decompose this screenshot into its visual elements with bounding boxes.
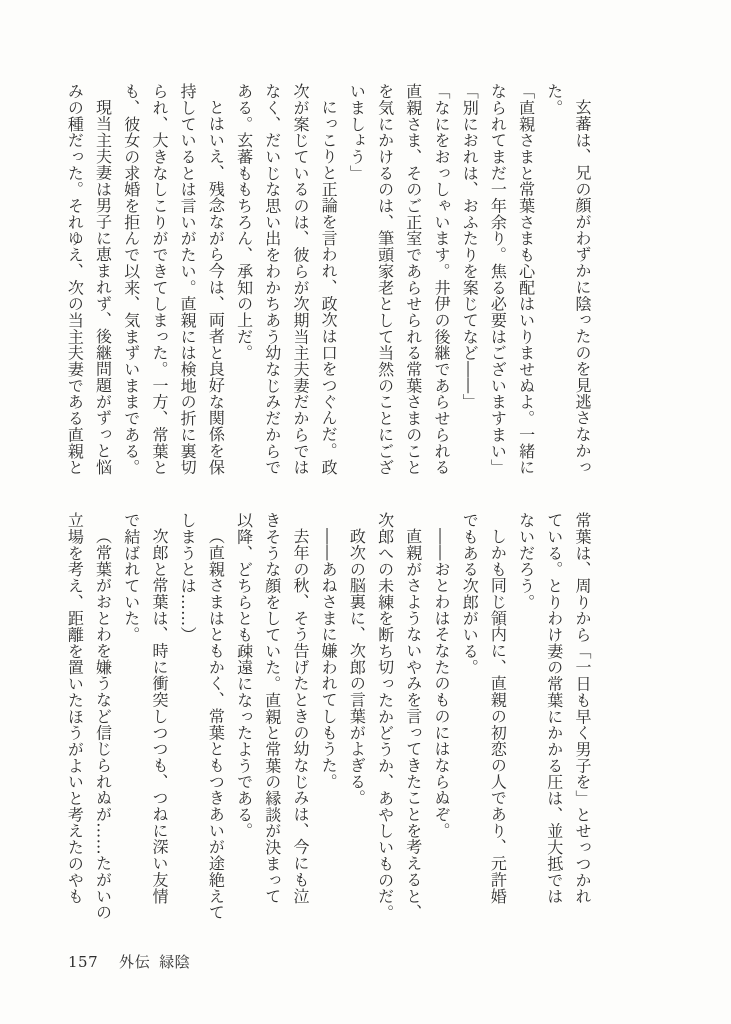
section-label: 外伝 xyxy=(119,953,151,971)
text-line: なく、だいじな思い出をわかちあう幼なじみだからで xyxy=(262,83,282,476)
text-line: きそうな顔をしていた。直親と常葉の縁談が決まって xyxy=(262,512,282,905)
text-line: た。 xyxy=(544,83,564,116)
text-line: ないだろう。 xyxy=(516,512,536,611)
text-line: しまうとは……） xyxy=(178,512,198,643)
text-line: 立場を考え、距離を置いたほうがよいと考えたのやも xyxy=(65,512,85,905)
text-block-top xyxy=(60,83,596,475)
text-line: みの種だった。それゆえ、次の当主夫妻である直親と xyxy=(65,83,85,476)
text-line: 次が案じているのは、彼らが次期当主夫妻だからでは xyxy=(290,83,310,476)
text-line: 去年の秋、そう告げたときの幼なじみは、今にも泣 xyxy=(290,528,310,905)
text-line: られ、大きなしこりができてしまった。一方、常葉と xyxy=(149,83,169,476)
text-line: 現当主夫妻は男子に恵まれず、後継問題がずっと悩 xyxy=(93,99,113,476)
text-line: （常葉がおとわを嫌うなど信じられぬが……たがいの xyxy=(93,528,113,921)
section-title: 緑陰 xyxy=(159,953,191,971)
page-number: 157 xyxy=(68,953,99,971)
text-line: なられてまだ一年余り。焦る必要はございますまい」 xyxy=(488,83,508,476)
text-line: でもある次郎がいる。 xyxy=(460,512,480,676)
text-line: 直親さま、そのご正室であらせられる常葉さまのこと xyxy=(403,83,423,476)
text-line: ――おとわはそなたのものにはならぬぞ。 xyxy=(431,528,451,840)
text-line: 以降、どちらとも疎遠になったようである。 xyxy=(234,512,254,839)
text-line: （直親さまはともかく、常葉ともつきあいが途絶えて xyxy=(206,528,226,921)
text-line: 直親がさようないやみを言ってきたことを考えると、 xyxy=(403,528,423,921)
text-line: を気にかけるのは、筆頭家老として当然のことにござ xyxy=(375,83,395,476)
page-footer xyxy=(68,951,190,972)
text-line: ている。とりわけ妻の常葉にかかる圧は、並大抵では xyxy=(544,512,564,905)
text-line: 玄蕃は、兄の顔がわずかに陰ったのを見逃さなかっ xyxy=(573,99,592,476)
text-line: 「別におれは、おふたりを案じてなど――」 xyxy=(460,83,480,410)
text-line: とはいえ、残念ながら今は、両者と良好な関係を保 xyxy=(206,99,226,476)
text-line: しかも同じ領内に、直親の初恋の人であり、元許婚 xyxy=(488,528,508,905)
text-line: 次郎への未練を断ち切ったかどうか、あやしいものだ。 xyxy=(375,512,395,921)
text-line: ある。玄蕃ももちろん、承知の上だ。 xyxy=(234,83,254,361)
text-line: 「なにをおっしゃいます。井伊の後継であらせられる xyxy=(431,83,451,476)
text-line: にっこりと正論を言われ、政次は口をつぐんだ。政 xyxy=(319,99,339,476)
text-line: いましょう」 xyxy=(347,83,367,182)
text-line: ――あねさまに嫌われてしもうた。 xyxy=(319,528,339,790)
text-line: 持しているとは言いがたい。直親には検地の折に裏切 xyxy=(178,83,198,476)
text-line: 政次の脳裏に、次郎の言葉がよぎる。 xyxy=(347,528,367,807)
text-line: も、彼女の求婚を拒んで以来、気まずいままである。 xyxy=(121,83,141,476)
text-line: 「直親さまと常葉さまも心配はいりませぬよ。一緒に xyxy=(516,83,536,476)
text-line: で結ばれていた。 xyxy=(121,512,141,643)
text-line: 常葉は、周りから「一日も早く男子を」とせっつかれ xyxy=(573,512,592,905)
text-line: 次郎と常葉は、時に衝突しつつも、つねに深い友情 xyxy=(149,528,169,905)
text-block-bottom xyxy=(60,512,596,921)
